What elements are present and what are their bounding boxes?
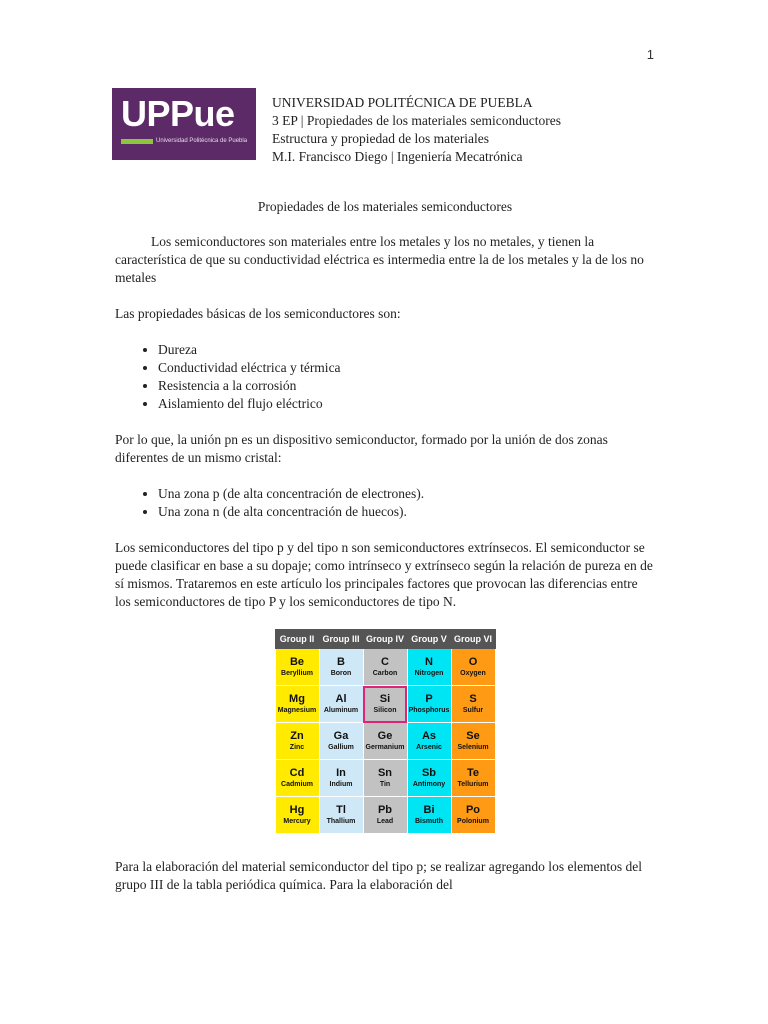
element-symbol: Sn xyxy=(377,767,393,779)
element-symbol: Te xyxy=(466,767,480,779)
periodic-table xyxy=(275,629,496,834)
element-symbol: Al xyxy=(335,693,347,705)
element-cell xyxy=(363,649,407,686)
zones-list xyxy=(115,485,655,521)
document-header xyxy=(272,94,561,166)
element-symbol: P xyxy=(425,693,433,705)
element-cell xyxy=(275,760,319,797)
element-symbol: Tl xyxy=(336,804,346,816)
element-symbol: Ga xyxy=(333,730,349,742)
element-name: Tellurium xyxy=(457,781,489,788)
list-item: • Dureza xyxy=(158,341,655,359)
element-name: Silicon xyxy=(373,707,397,714)
element-name: Phosphorus xyxy=(408,707,450,714)
element-symbol: In xyxy=(336,767,346,779)
element-symbol: S xyxy=(469,693,477,705)
group-header: Group III xyxy=(319,630,363,649)
logo-wordmark: UPPue xyxy=(121,93,235,134)
element-symbol: Bi xyxy=(423,804,435,816)
element-symbol: Pb xyxy=(377,804,393,816)
header-course: 3 EP | Propiedades de los materiales semiconductores xyxy=(272,113,562,128)
document-title: Propiedades de los materiales semiconductores xyxy=(257,199,513,214)
element-symbol: Se xyxy=(466,730,480,742)
element-cell xyxy=(275,723,319,760)
element-name: Selenium xyxy=(457,744,489,751)
list-item: • Aislamiento del flujo eléctrico xyxy=(158,395,655,413)
element-name: Cadmium xyxy=(281,781,313,788)
element-cell xyxy=(275,649,319,686)
element-symbol: Be xyxy=(289,656,305,668)
table-row xyxy=(275,760,495,797)
element-name: Polonium xyxy=(457,818,489,825)
element-symbol: C xyxy=(381,656,389,668)
group-header: Group V xyxy=(407,630,451,649)
element-symbol: Mg xyxy=(289,693,305,705)
element-symbol: N xyxy=(425,656,433,668)
element-cell xyxy=(407,760,451,797)
list-item: • Resistencia a la corrosión xyxy=(158,377,655,395)
element-name: Nitrogen xyxy=(414,670,444,677)
table-row xyxy=(275,797,495,834)
element-cell xyxy=(319,760,363,797)
element-cell xyxy=(407,649,451,686)
element-cell xyxy=(319,797,363,834)
element-name: Beryllium xyxy=(281,670,313,677)
element-name: Boron xyxy=(330,670,352,677)
periodic-table-figure xyxy=(115,629,655,834)
element-name: Oxygen xyxy=(460,670,486,677)
element-cell xyxy=(319,649,363,686)
element-cell xyxy=(363,723,407,760)
element-name: Arsenic xyxy=(416,744,442,751)
table-header-row xyxy=(275,630,495,649)
table-row xyxy=(275,649,495,686)
element-symbol: Cd xyxy=(289,767,305,779)
element-cell xyxy=(363,686,407,723)
header-author: M.I. Francisco Diego | Ingeniería Mecatrónica xyxy=(272,149,523,164)
element-name: Carbon xyxy=(372,670,398,677)
group-header: Group II xyxy=(275,630,319,649)
element-symbol: Hg xyxy=(289,804,305,816)
element-name: Magnesium xyxy=(277,707,317,714)
element-name: Sulfur xyxy=(462,707,484,714)
element-name: Antimony xyxy=(412,781,446,788)
element-symbol: Ge xyxy=(377,730,393,742)
list-item: • Conductividad eléctrica y térmica xyxy=(158,359,655,377)
element-symbol: As xyxy=(421,730,437,742)
element-cell xyxy=(407,723,451,760)
element-cell xyxy=(275,686,319,723)
element-name: Zinc xyxy=(289,744,305,751)
properties-intro: Las propiedades básicas de los semiconductores son: xyxy=(115,306,401,321)
element-cell xyxy=(363,760,407,797)
properties-list xyxy=(115,341,655,413)
element-cell xyxy=(319,686,363,723)
closing-paragraph: Para la elaboración del material semiconductor del tipo p; se realizar agregando los elementos del grupo III de la tabla periódica química. Para la elaboración del xyxy=(115,859,643,892)
logo-accent-bar xyxy=(121,139,153,144)
element-name: Thallium xyxy=(326,818,356,825)
table-row xyxy=(275,723,495,760)
table-row xyxy=(275,686,495,723)
page-number: 1 xyxy=(646,47,654,62)
element-symbol: Sb xyxy=(421,767,437,779)
element-name: Gallium xyxy=(328,744,354,751)
intro-paragraph: Los semiconductores son materiales entre los metales y los no metales, y tienen la característica de que su conductividad eléctrica es intermedia entre la de los metales y la de los no metales xyxy=(115,234,644,285)
element-cell xyxy=(319,723,363,760)
element-cell xyxy=(451,760,495,797)
list-item: • Una zona n (de alta concentración de huecos). xyxy=(158,503,655,521)
element-name: Aluminum xyxy=(323,707,359,714)
element-cell xyxy=(451,723,495,760)
element-symbol: Si xyxy=(379,693,391,705)
group-header: Group IV xyxy=(363,630,407,649)
element-symbol: O xyxy=(468,656,478,668)
element-name: Tin xyxy=(379,781,391,788)
element-cell xyxy=(407,686,451,723)
element-cell xyxy=(451,686,495,723)
logo-subtitle: Universidad Politécnica de Puebla xyxy=(156,138,248,144)
element-cell xyxy=(451,649,495,686)
element-cell xyxy=(451,797,495,834)
element-symbol: Po xyxy=(465,804,481,816)
university-logo xyxy=(112,88,256,160)
header-university: UNIVERSIDAD POLITÉCNICA DE PUEBLA xyxy=(272,95,533,110)
pn-junction-paragraph: Por lo que, la unión pn es un dispositivo semiconductor, formado por la unión de dos zonas diferentes de un mismo cristal: xyxy=(115,432,608,465)
semiconductor-types-paragraph: Los semiconductores del tipo p y del tipo n son semiconductores extrínsecos. El semiconductor se puede clasificar en base a su dopaje; como intrínseco y extrínseco según la relación de pureza en de sí mismos. Trataremos en este artículo los principales factores que provocan las diferencias entre los semiconductores de tipo P y los semiconductores de tipo N. xyxy=(115,540,653,609)
element-symbol: B xyxy=(337,656,345,668)
element-name: Lead xyxy=(376,818,394,825)
element-name: Indium xyxy=(329,781,353,788)
element-name: Germanium xyxy=(365,744,405,751)
element-cell xyxy=(407,797,451,834)
document-body xyxy=(115,198,655,912)
element-name: Bismuth xyxy=(415,818,443,825)
element-symbol: Zn xyxy=(290,730,304,742)
list-item: • Una zona p (de alta concentración de electrones). xyxy=(158,485,655,503)
element-cell xyxy=(275,797,319,834)
element-name: Mercury xyxy=(283,818,311,825)
element-cell xyxy=(363,797,407,834)
header-subject: Estructura y propiedad de los materiales xyxy=(272,131,490,146)
group-header: Group VI xyxy=(451,630,495,649)
